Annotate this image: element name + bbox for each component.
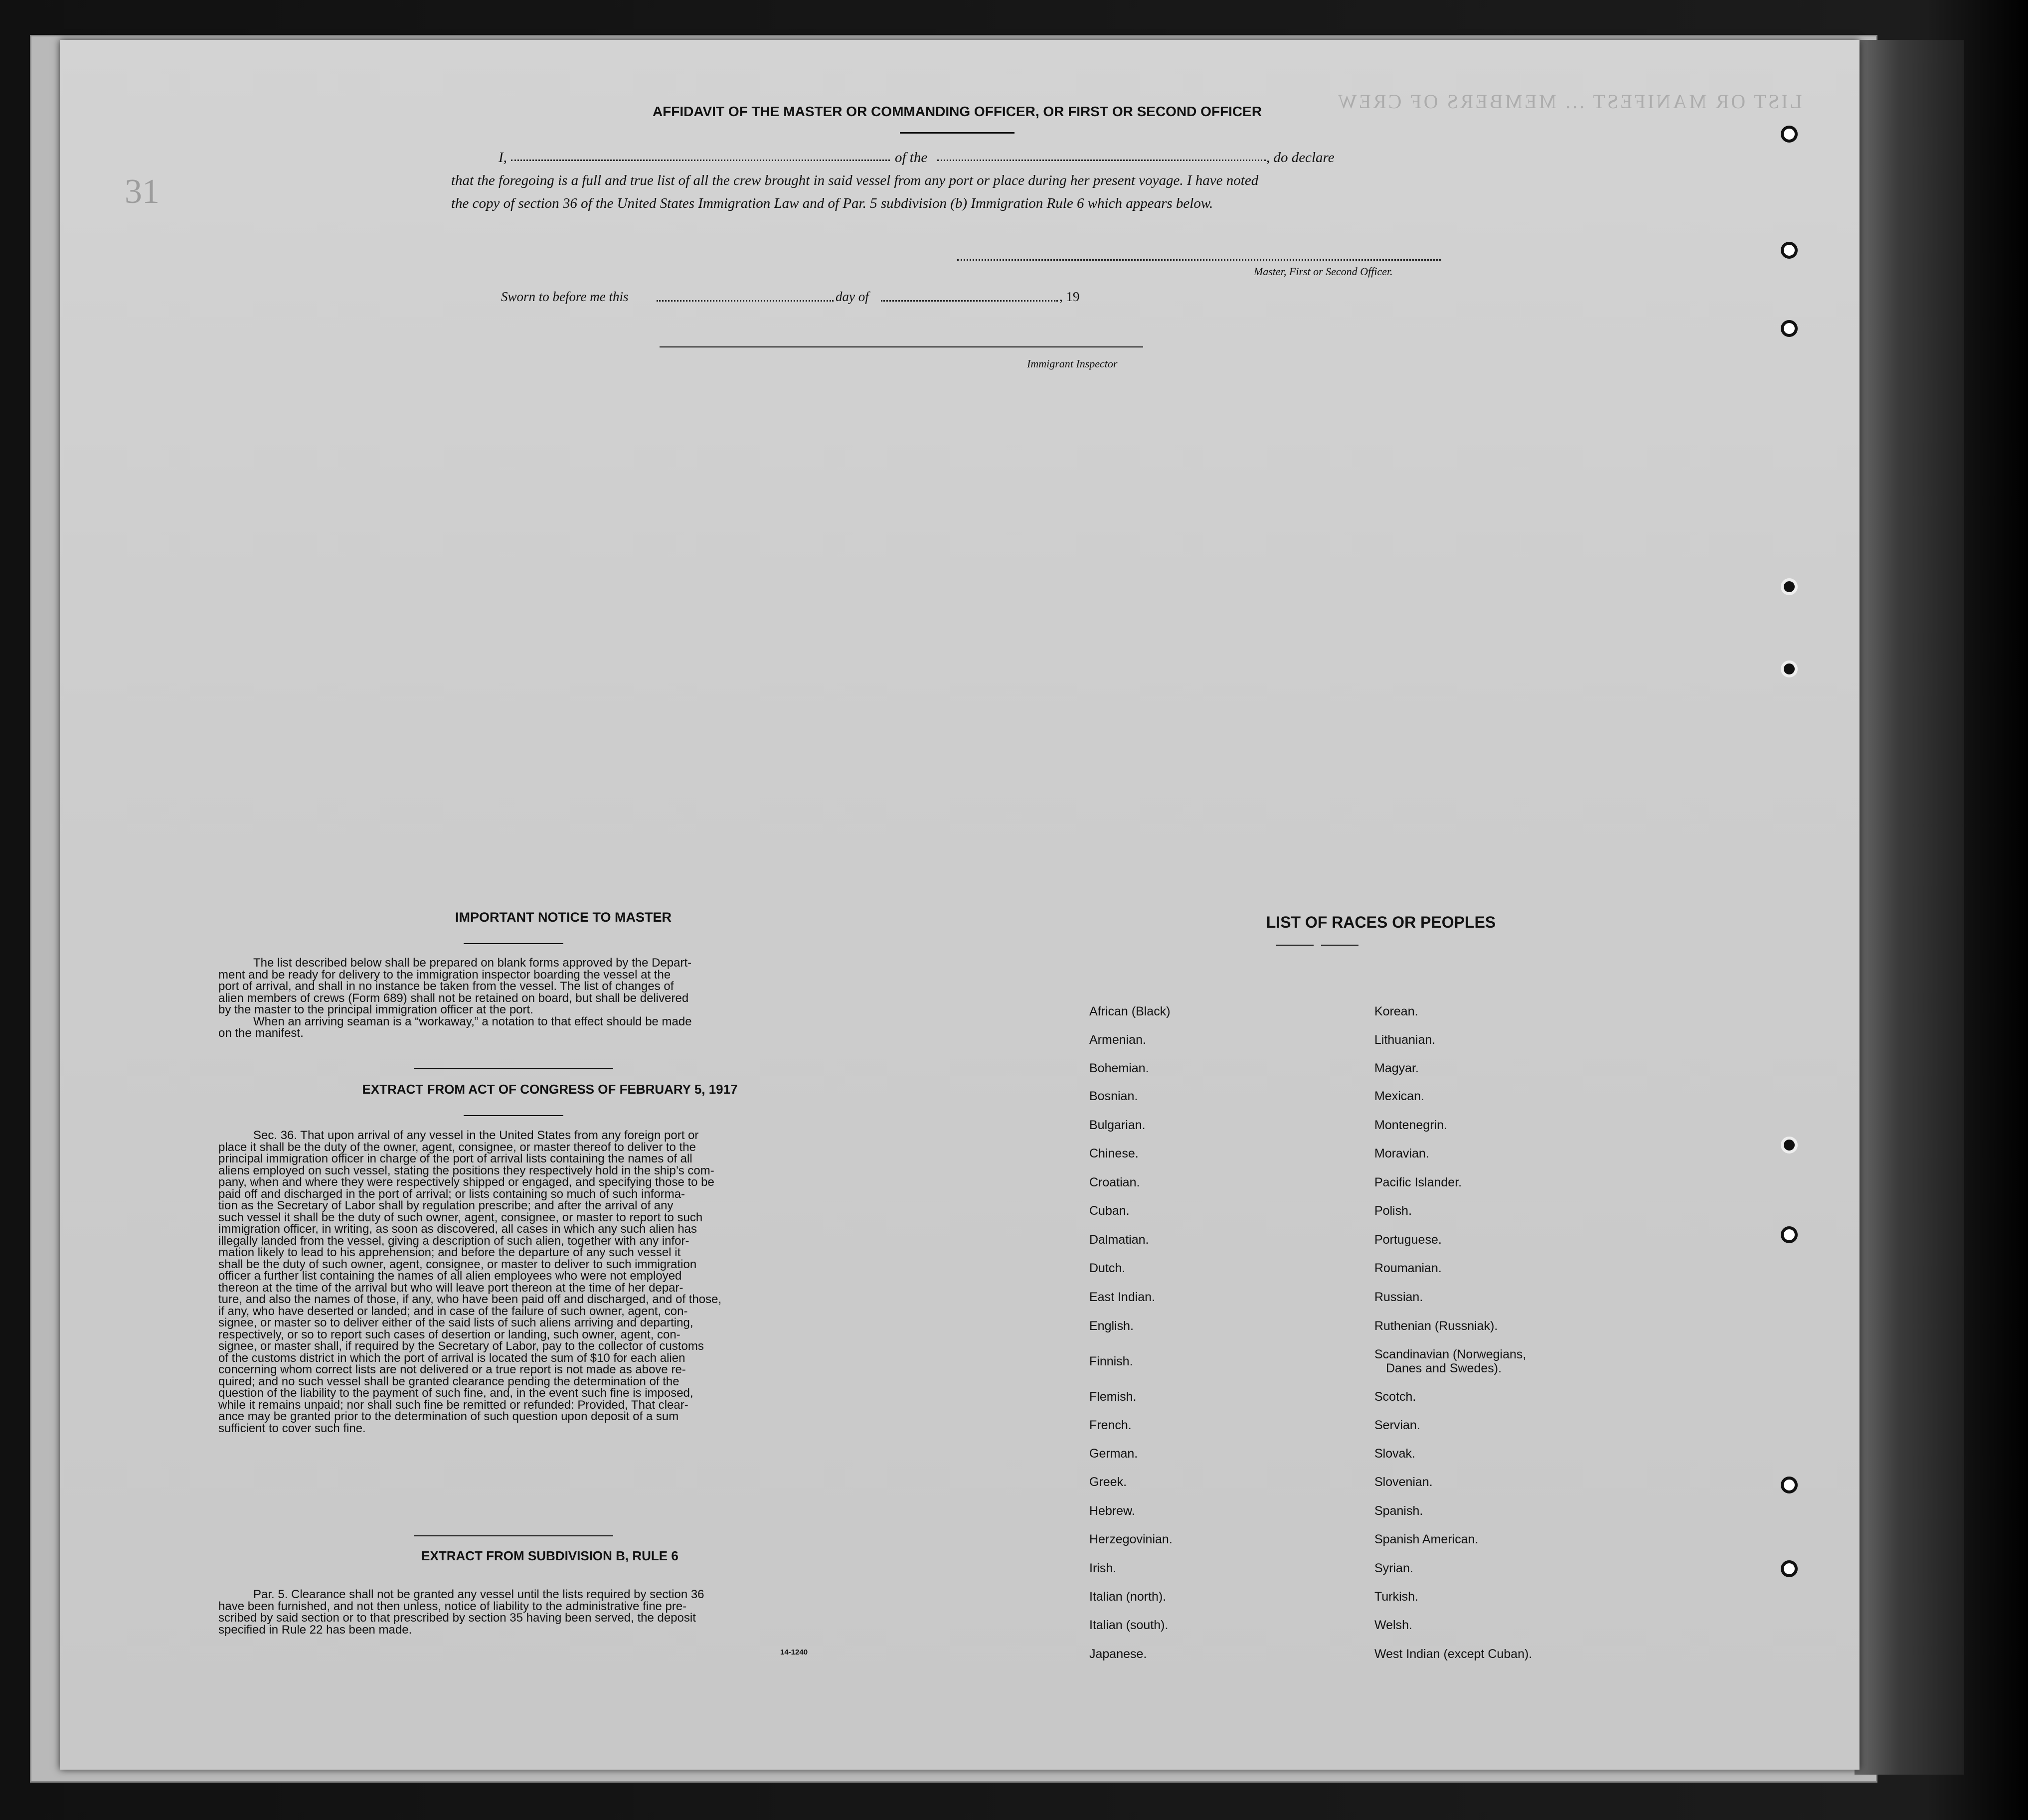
- race-item: Scandinavian (Norwegians,: [1374, 1347, 1526, 1361]
- extract-rule-title: EXTRACT FROM SUBDIVISION B, RULE 6: [421, 1548, 678, 1563]
- name-blank: [511, 160, 890, 161]
- text-line: port of arrival, and shall in no instance be taken from the vessel. The list of changes of: [218, 980, 674, 993]
- text-line: illegally landed from the vessel, giving a description of such alien, together with any infor-: [218, 1234, 689, 1248]
- race-item: Dutch.: [1089, 1261, 1126, 1275]
- race-item: Bulgarian.: [1089, 1118, 1146, 1132]
- affidavit-of-the: of the: [895, 150, 928, 165]
- text-line: thereon at the time of the arrival but who will leave port thereon at the time of her depar-: [218, 1281, 683, 1295]
- race-item: Servian.: [1374, 1418, 1420, 1432]
- race-item: German.: [1089, 1447, 1138, 1461]
- affidavit-do-declare: , do declare: [1266, 150, 1335, 165]
- affidavit-line-3: the copy of section 36 of the United States Immigration Law and of Par. 5 subdivision (b) Immigration Rule 6 which appears below.: [451, 195, 1213, 211]
- race-item: French.: [1089, 1418, 1132, 1432]
- text-line: ment and be ready for delivery to the immigration inspector boarding the vessel at the: [218, 968, 671, 982]
- race-item: Danes and Swedes).: [1386, 1361, 1502, 1375]
- race-item: Italian (south).: [1089, 1618, 1169, 1632]
- text-line: mation likely to lead to his apprehension; and before the departure of any such vessel it: [218, 1246, 681, 1259]
- extract-act-body: [218, 1130, 881, 1434]
- punch-hole: [1781, 320, 1798, 337]
- race-item: Irish.: [1089, 1561, 1117, 1575]
- text-line: sufficient to cover such fine.: [218, 1421, 366, 1435]
- text-line: ture, and also the names of those, if any, who have been paid off and discharged, and of those,: [218, 1293, 722, 1306]
- punch-hole: [1781, 1226, 1798, 1243]
- punch-hole: [1781, 661, 1798, 677]
- punch-hole: [1781, 578, 1798, 595]
- notice-title: IMPORTANT NOTICE TO MASTER: [455, 910, 672, 925]
- races-title: LIST OF RACES OR PEOPLES: [1266, 913, 1496, 931]
- text-line: on the manifest.: [218, 1026, 304, 1040]
- race-item: Pacific Islander.: [1374, 1175, 1462, 1189]
- races-rule: [1321, 945, 1358, 946]
- text-line: immigration officer, in writing, as soon as discovered, all cases in which any such alien has: [218, 1222, 697, 1236]
- extract-rule-body: [218, 1589, 881, 1636]
- text-line: scribed by said section or to that prescribed by section 35 having been served, the deposit: [218, 1611, 696, 1625]
- race-item: Japanese.: [1089, 1647, 1147, 1661]
- race-item: Mexican.: [1374, 1089, 1425, 1103]
- text-line: respectively, or so to report such cases of desertion or landing, such owner, agent, con-: [218, 1327, 680, 1341]
- punch-hole: [1781, 242, 1798, 259]
- race-item: Spanish American.: [1374, 1532, 1479, 1546]
- text-line: have been furnished, and not then unless, notice of liability to the administrative fine pre-: [218, 1599, 687, 1613]
- master-caption: Master, First or Second Officer.: [1254, 265, 1393, 278]
- race-item: Lithuanian.: [1374, 1033, 1436, 1047]
- race-item: Magyar.: [1374, 1061, 1419, 1075]
- master-signature-line: [957, 259, 1441, 261]
- affidavit-i: I,: [499, 150, 507, 165]
- text-line: specified in Rule 22 has been made.: [218, 1623, 412, 1637]
- race-item: Bohemian.: [1089, 1061, 1149, 1075]
- vessel-blank: [937, 160, 1266, 161]
- race-item: Dalmatian.: [1089, 1233, 1149, 1247]
- race-item: West Indian (except Cuban).: [1374, 1647, 1532, 1661]
- text-line: The list described below shall be prepared on blank forms approved by the Depart-: [253, 956, 692, 970]
- text-line: question of the liability to the payment of such fine, and, in the event such fine is imposed,: [218, 1386, 693, 1400]
- text-line: principal immigration officer in charge of the port of arrival lists containing the names of all: [218, 1152, 692, 1165]
- text-line: signee, or master shall, if required by the Secretary of Labor, pay to the collector of customs: [218, 1339, 704, 1353]
- notice-rule: [464, 943, 563, 944]
- races-rule: [1276, 945, 1314, 946]
- year-label: , 19: [1059, 289, 1080, 304]
- race-item: Hebrew.: [1089, 1504, 1135, 1518]
- race-item: East Indian.: [1089, 1290, 1156, 1304]
- text-line: Sec. 36. That upon arrival of any vessel in the United States from any foreign port or: [253, 1129, 699, 1142]
- text-line: tion as the Secretary of Labor shall by regulation prescribe; and after the arrival of any: [218, 1199, 674, 1212]
- race-item: Syrian.: [1374, 1561, 1413, 1575]
- form-number: 14-1240: [780, 1648, 808, 1656]
- affidavit-title: AFFIDAVIT OF THE MASTER OR COMMANDING OFFICER, OR FIRST OR SECOND OFFICER: [652, 104, 1262, 119]
- document-page: [60, 40, 1859, 1770]
- race-item: Scotch.: [1374, 1390, 1416, 1404]
- text-line: concerning whom correct lists are not delivered or a true report is not made as above re-: [218, 1363, 686, 1376]
- text-line: quired; and no such vessel shall be granted clearance pending the determination of the: [218, 1374, 679, 1388]
- text-line: while it remains unpaid; nor shall such fine be remitted or refunded: Provided, That clear-: [218, 1398, 688, 1412]
- race-item: Croatian.: [1089, 1175, 1140, 1189]
- extract-rule-rule-top: [414, 1535, 613, 1536]
- text-line: by the master to the principal immigration officer at the port.: [218, 1003, 533, 1016]
- race-item: Russian.: [1374, 1290, 1423, 1304]
- race-item: Roumanian.: [1374, 1261, 1442, 1275]
- race-item: Herzegovinian.: [1089, 1532, 1173, 1546]
- race-item: Turkish.: [1374, 1590, 1418, 1604]
- race-item: Finnish.: [1089, 1354, 1133, 1368]
- race-item: Chinese.: [1089, 1147, 1139, 1160]
- race-item: Spanish.: [1374, 1504, 1423, 1518]
- extract-act-rule-bottom: [464, 1115, 563, 1116]
- race-item: Cuban.: [1089, 1204, 1130, 1218]
- race-item: Greek.: [1089, 1475, 1127, 1489]
- sworn-label: Sworn to before me this: [501, 289, 629, 304]
- race-item: Italian (north).: [1089, 1590, 1167, 1604]
- punch-hole: [1781, 126, 1798, 143]
- margin-mark: 31: [125, 172, 160, 211]
- race-item: Moravian.: [1374, 1147, 1429, 1160]
- text-line: such vessel it shall be the duty of such owner, agent, consignee, or master to report to such: [218, 1210, 703, 1224]
- text-line: When an arriving seaman is a “workaway,” a notation to that effect should be made: [253, 1014, 692, 1028]
- bleed-through-text: LIST OR MANIFEST ... MEMBERS OF CREW: [1336, 90, 1802, 113]
- race-item: Welsh.: [1374, 1618, 1412, 1632]
- inspector-signature-line: [660, 346, 1143, 347]
- punch-hole: [1781, 1560, 1798, 1577]
- punch-hole: [1781, 1477, 1798, 1493]
- day-blank: [657, 300, 834, 302]
- day-of-label: day of: [836, 289, 869, 304]
- text-line: pany, when and where they were respectively shipped or engaged, and specifying those to be: [218, 1175, 714, 1189]
- race-item: Portuguese.: [1374, 1233, 1442, 1247]
- race-item: Montenegrin.: [1374, 1118, 1447, 1132]
- affidavit-line-2: that the foregoing is a full and true list of all the crew brought in said vessel from any port or place during her present voyage. I have noted: [451, 172, 1259, 188]
- race-item: Polish.: [1374, 1204, 1412, 1218]
- extract-act-title: EXTRACT FROM ACT OF CONGRESS OF FEBRUARY 5, 1917: [362, 1082, 738, 1097]
- text-line: ance may be granted prior to the determination of such question upon deposit of a sum: [218, 1410, 679, 1423]
- extract-act-rule-top: [414, 1068, 613, 1069]
- text-line: shall be the duty of such owner, agent, consignee, or master to deliver to such immigration: [218, 1257, 697, 1271]
- month-blank: [881, 300, 1058, 302]
- text-line: paid off and discharged in the port of arrival; or lists containing so much of such informa-: [218, 1187, 685, 1201]
- text-line: of the customs district in which the port of arrival is located the sum of $10 for each alien: [218, 1351, 685, 1365]
- binding-edge: [1855, 40, 1964, 1775]
- race-item: Slovenian.: [1374, 1475, 1433, 1489]
- text-line: signee, or master so to deliver either of the said lists of such aliens arriving and departing,: [218, 1316, 693, 1329]
- race-item: Slovak.: [1374, 1447, 1415, 1461]
- text-line: alien members of crews (Form 689) shall not be retained on board, but shall be delivered: [218, 991, 689, 1005]
- text-line: if any, who have deserted or landed; and in case of the failure of such owner, agent, con-: [218, 1304, 688, 1318]
- title-rule: [900, 132, 1014, 134]
- text-line: officer a further list containing the names of all alien employees who were not employed: [218, 1269, 682, 1283]
- text-line: Par. 5. Clearance shall not be granted any vessel until the lists required by section 36: [253, 1588, 704, 1601]
- race-item: Armenian.: [1089, 1033, 1146, 1047]
- punch-hole: [1781, 1137, 1798, 1154]
- race-item: Flemish.: [1089, 1390, 1137, 1404]
- race-item: Ruthenian (Russniak).: [1374, 1319, 1498, 1333]
- race-item: English.: [1089, 1319, 1134, 1333]
- notice-body: [218, 957, 881, 1039]
- race-item: Korean.: [1374, 1004, 1418, 1018]
- race-item: African (Black): [1089, 1004, 1171, 1018]
- race-item: Bosnian.: [1089, 1089, 1138, 1103]
- text-line: aliens employed on such vessel, stating the positions they respectively hold in the ship’s com-: [218, 1163, 714, 1177]
- inspector-caption: Immigrant Inspector: [1027, 357, 1118, 370]
- text-line: place it shall be the duty of the owner, agent, consignee, or master thereof to deliver to the: [218, 1140, 696, 1154]
